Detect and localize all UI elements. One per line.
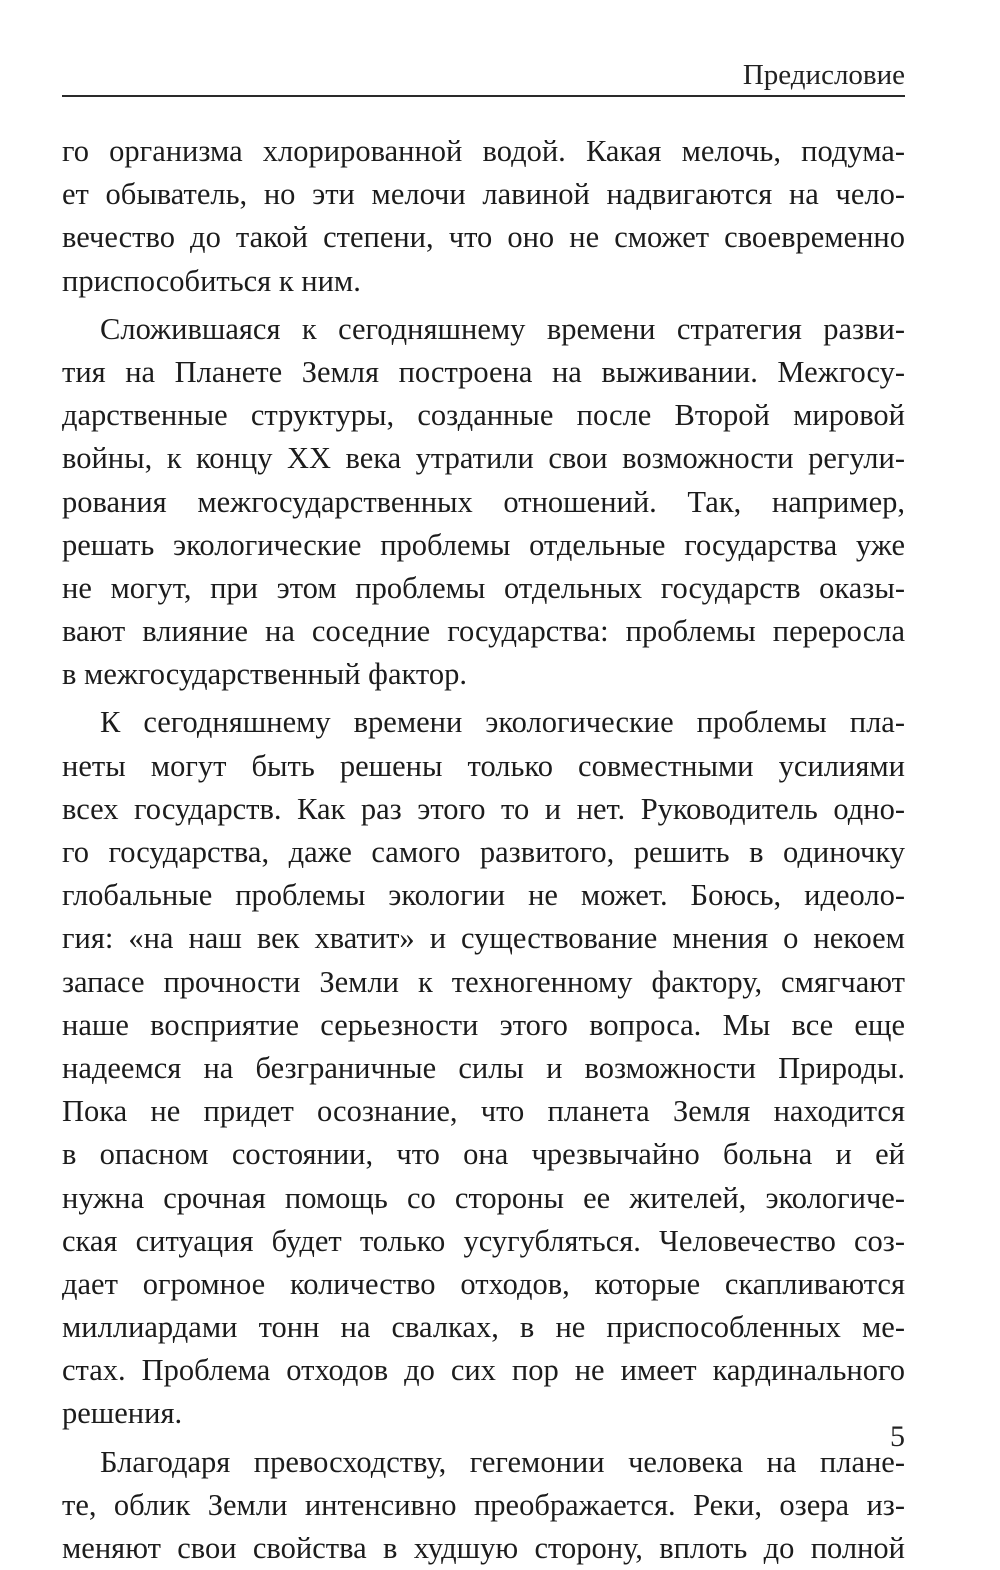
text-line: в межгосударственный фактор. (62, 657, 467, 692)
text-line: глобальные проблемы экологии не может. Боюсь, идеоло- (62, 878, 905, 913)
paragraph (62, 130, 905, 303)
text-line: тия на Планете Земля построена на выживании. Межгосу- (62, 354, 905, 389)
page-text (62, 130, 905, 1570)
text-line: приспособиться к ним. (62, 263, 361, 298)
text-line: наше восприятие серьезности этого вопроса. Мы все еще (62, 1007, 905, 1042)
paragraph (62, 308, 905, 697)
text-line: Благодаря превосходству, гегемонии человека на плане- (100, 1444, 905, 1479)
text-line: го организма хлорированной водой. Какая мелочь, подума- (62, 134, 905, 168)
text-line: гия: «на наш век хватит» и существование мнения о некоем (62, 921, 905, 956)
text-line: решать экологические проблемы отдельные государства уже (62, 527, 905, 562)
text-line: нужна срочная помощь со стороны ее жителей, экологиче- (62, 1180, 905, 1215)
text-line: Сложившаяся к сегодняшнему времени стратегия разви- (100, 311, 905, 346)
text-line: надеемся на безграничные силы и возможности Природы. (62, 1050, 905, 1085)
paragraph (62, 701, 905, 1435)
text-line: запасе прочности Земли к техногенному фактору, смягчают (62, 964, 905, 999)
text-line: ет обыватель, но эти мелочи лавиной надвигаются на чело- (62, 177, 905, 212)
header-rule (62, 95, 905, 97)
text-line: миллиардами тонн на свалках, в не приспособленных ме- (62, 1310, 905, 1345)
text-line: вечество до такой степени, что оно не сможет своевременно (62, 220, 905, 255)
text-line: неты могут быть решены только совместными усилиями (62, 748, 905, 783)
text-line: ская ситуация будет только усугубляться. Человечество соз- (62, 1223, 905, 1258)
text-line: не могут, при этом проблемы отдельных государств оказы- (62, 570, 905, 605)
text-line: дарственные структуры, созданные после Второй мировой (62, 398, 905, 433)
text-line: стах. Проблема отходов до сих пор не имеет кардинального (62, 1353, 905, 1388)
text-line: го государства, даже самого развитого, решить в одиночку (62, 835, 905, 869)
text-line: в опасном состоянии, что она чрезвычайно больна и ей (62, 1137, 905, 1172)
page-number: 5 (890, 1420, 905, 1453)
text-line: рования межгосударственных отношений. Так, например, (62, 484, 905, 519)
paragraph (62, 1441, 905, 1570)
running-title: Предисловие (742, 59, 905, 91)
text-line: вают влияние на соседние государства: проблемы переросла (62, 614, 905, 649)
text-line: те, облик Земли интенсивно преображается. Реки, озера из- (62, 1487, 905, 1522)
text-line: Пока не придет осознание, что планета Земля находится (62, 1094, 905, 1129)
text-line: К сегодняшнему времени экологические проблемы пла- (100, 705, 905, 740)
text-line: дает огромное количество отходов, которые скапливаются (62, 1266, 905, 1301)
text-line: решения. (62, 1396, 183, 1431)
text-line: войны, к концу XX века утратили свои возможности регули- (62, 441, 905, 476)
text-line: всех государств. Как раз этого то и нет. Руководитель одно- (62, 791, 905, 826)
text-line: меняют свои свойства в худшую сторону, вплоть до полной (62, 1531, 905, 1565)
